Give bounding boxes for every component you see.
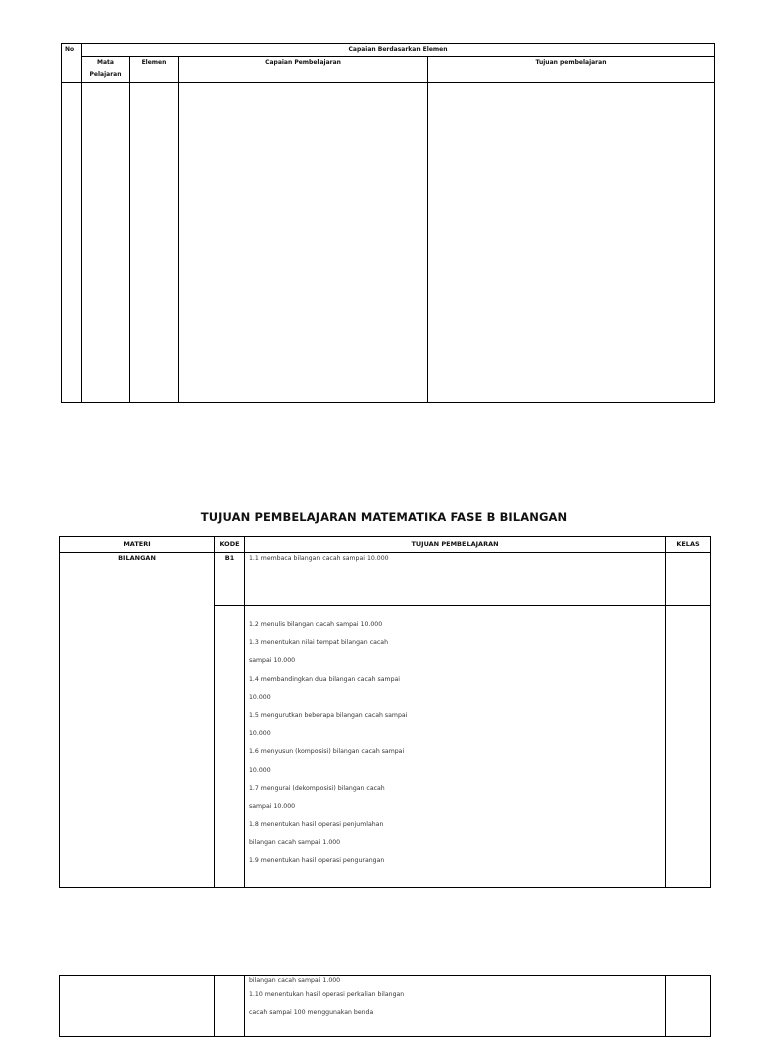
goal-line: cacah sampai 100 menggunakan benda: [249, 1009, 374, 1017]
goal-line: 10.000: [249, 730, 271, 738]
empty-cell: [179, 83, 428, 403]
header-tujuan: Tujuan pembelajaran: [428, 57, 715, 83]
materi-cell-empty: [60, 976, 215, 1037]
goal-line: 1.7 mengurai (dekomposisi) bilangan cacah: [249, 784, 385, 792]
header-tujuan-pembelajaran: TUJUAN PEMBELAJARAN: [245, 537, 666, 553]
goal-line: 1.10 menentukan hasil operasi perkalian bilangan: [249, 991, 405, 998]
goal-list: [245, 606, 666, 888]
kelas-cell-empty: [666, 976, 711, 1037]
document-title: TUJUAN PEMBELAJARAN MATEMATIKA FASE B BILANGAN: [200, 510, 568, 524]
tujuan-table-continued: [59, 975, 711, 1037]
tujuan-table: [59, 536, 711, 888]
goal-line: 1.3 menentukan nilai tempat bilangan cacah: [249, 639, 388, 647]
goal-line: 1.6 menyusun (komposisi) bilangan cacah sampai: [249, 748, 405, 756]
header-elemen: Elemen: [130, 57, 179, 83]
empty-cell: [82, 83, 130, 403]
kelas-cell: [666, 553, 711, 606]
goal-line: 1.8 menentukan hasil operasi penjumlahan: [249, 821, 384, 829]
empty-cell: [62, 83, 82, 403]
goal-line: 10.000: [249, 693, 271, 701]
goal-1-1: 1.1 membaca bilangan cacah sampai 10.000: [245, 553, 666, 606]
header-capaian: Capaian Pembelajaran: [179, 57, 428, 83]
empty-cell: [130, 83, 179, 403]
kode-cell: B1: [215, 553, 245, 606]
header-kelas: KELAS: [666, 537, 711, 553]
header-no: No: [62, 44, 82, 83]
empty-cell: [428, 83, 715, 403]
kode-cell-empty: [215, 976, 245, 1037]
capaian-table: [61, 43, 715, 403]
goal-line: 10.000: [249, 766, 271, 774]
goal-line: 1.4 membandingkan dua bilangan cacah sampai: [249, 675, 401, 683]
header-group: Capaian Berdasarkan Elemen: [82, 44, 715, 57]
header-kode: KODE: [215, 537, 245, 553]
goal-list-continued: [245, 976, 666, 1037]
header-mata-pelajaran: Mata Pelajaran: [82, 57, 130, 83]
goal-line: bilangan cacah sampai 1.000: [249, 977, 341, 984]
materi-cell: BILANGAN: [60, 553, 215, 888]
goal-line: sampai 10.000: [249, 657, 296, 665]
goal-line: 1.5 mengurutkan beberapa bilangan cacah sampai: [249, 711, 408, 719]
kelas-cell-empty: [666, 606, 711, 888]
goal-line: sampai 10.000: [249, 802, 296, 810]
header-materi: MATERI: [60, 537, 215, 553]
goal-line: bilangan cacah sampai 1.000: [249, 839, 341, 847]
goal-line: 1.2 menulis bilangan cacah sampai 10.000: [249, 621, 383, 628]
goal-line: 1.9 menentukan hasil operasi pengurangan: [249, 857, 385, 865]
kode-cell-empty: [215, 606, 245, 888]
